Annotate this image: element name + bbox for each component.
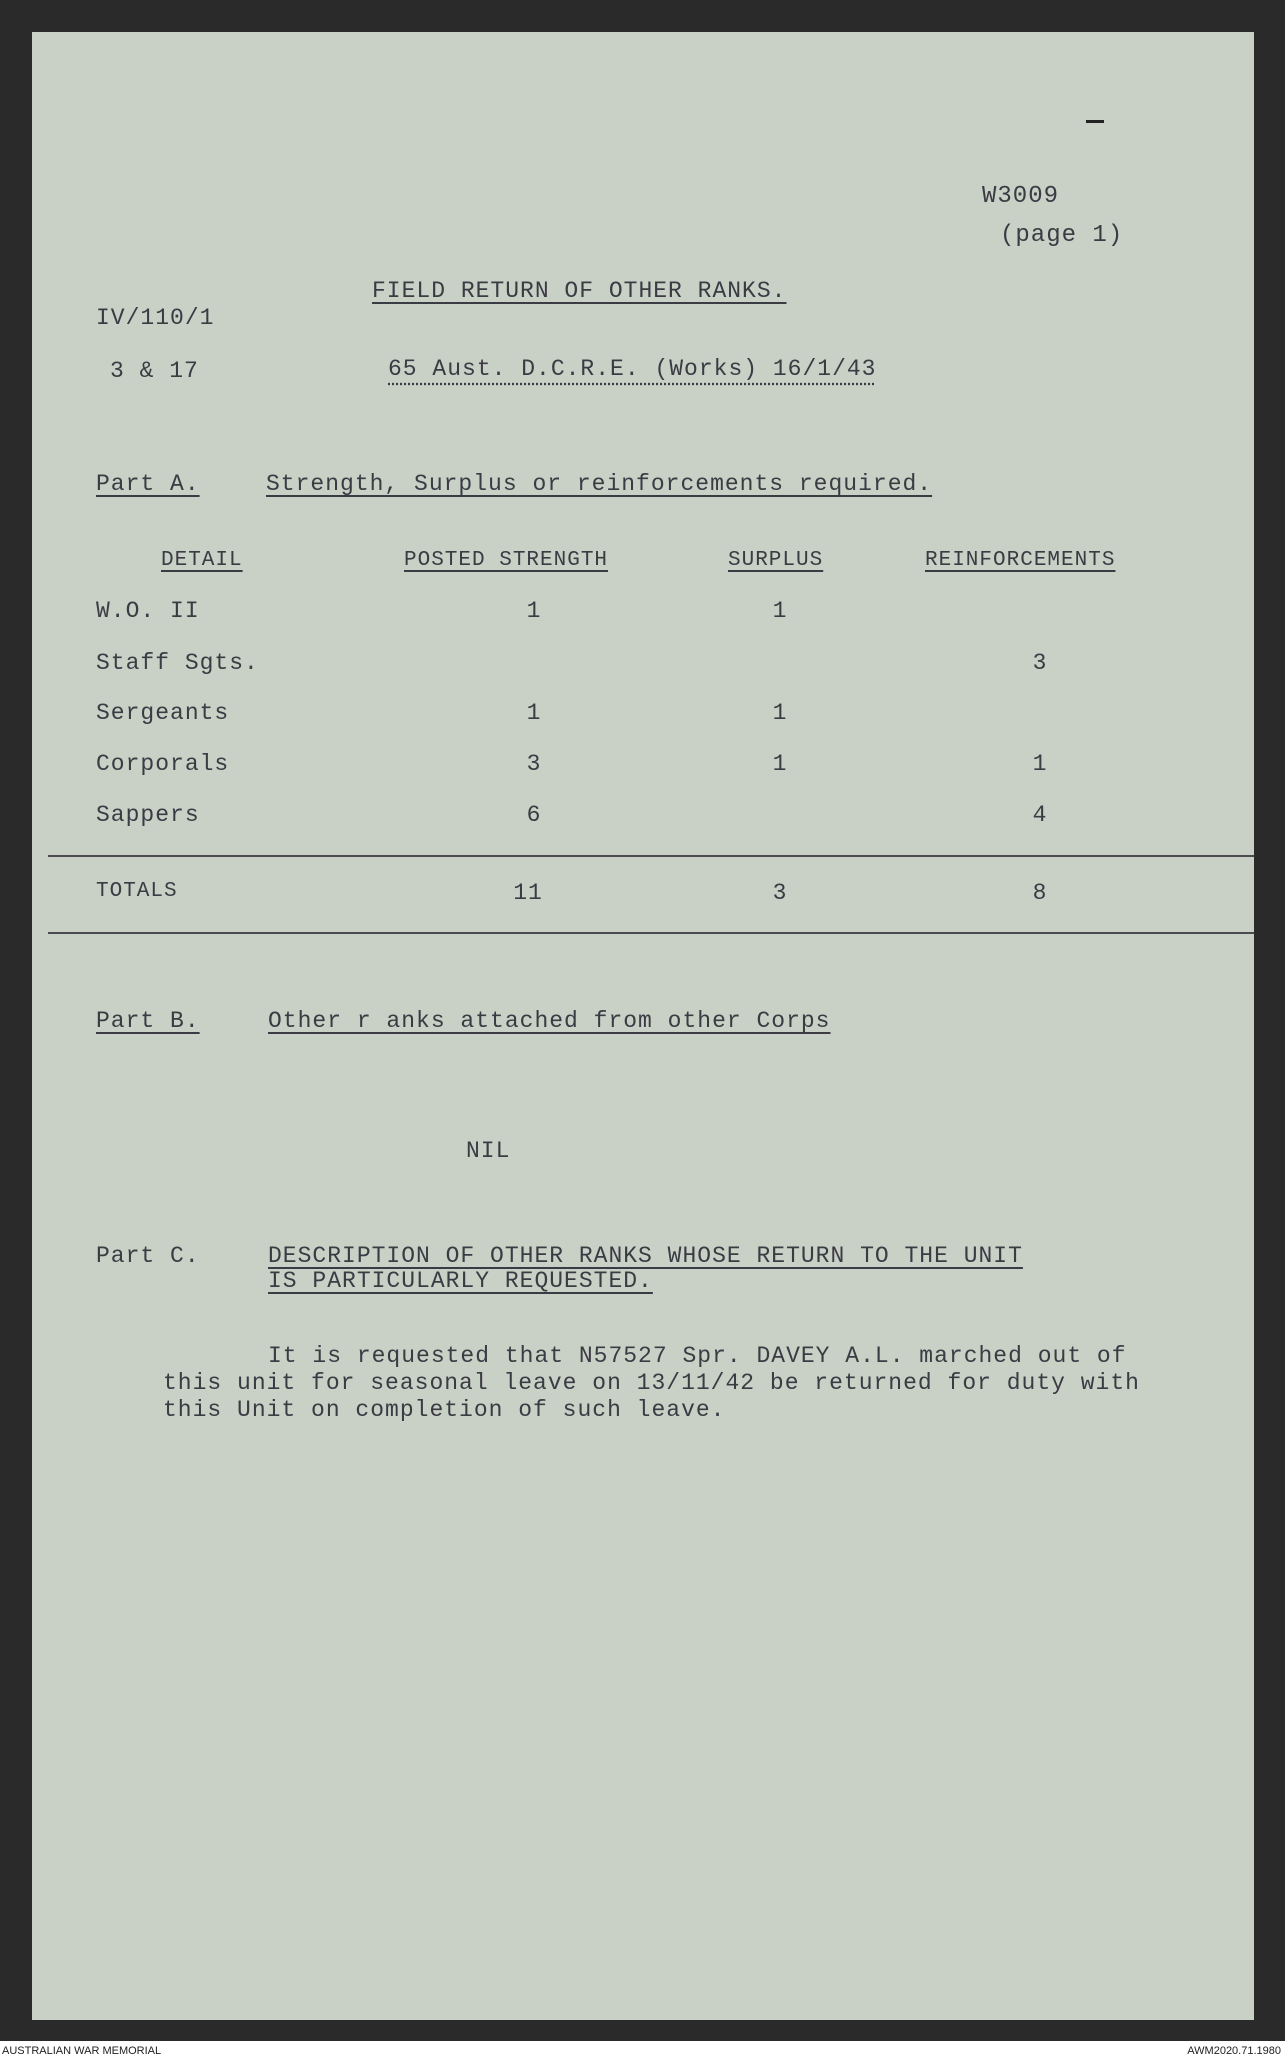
archive-name: AUSTRALIAN WAR MEMORIAL <box>2 2045 162 2057</box>
part-a-label: Part A. <box>96 471 200 497</box>
part-a-heading: Strength, Surplus or reinforcements required. <box>266 471 933 497</box>
column-header-detail: DETAIL <box>161 549 243 572</box>
part-c-body-line: this unit for seasonal leave on 13/11/42 be returned for duty with <box>163 1370 1140 1396</box>
row-posted-strength: 1 <box>526 598 542 624</box>
reference-number: W3009 <box>982 183 1060 210</box>
totals-posted-strength: 11 <box>513 880 543 906</box>
column-header-reinforcements: REINFORCEMENTS <box>925 549 1116 572</box>
page-number: (page 1) <box>1000 222 1124 249</box>
totals-surplus: 3 <box>772 880 788 906</box>
part-b-label: Part B. <box>96 1008 200 1034</box>
unit-line: 65 Aust. D.C.R.E. (Works) 16/1/43 <box>388 356 877 382</box>
row-posted-strength: 6 <box>526 802 542 828</box>
column-header-surplus: SURPLUS <box>728 549 824 572</box>
part-b-value: NIL <box>466 1138 511 1164</box>
row-detail: Sappers <box>96 802 200 828</box>
part-c-heading-continued: IS PARTICULARLY REQUESTED. <box>268 1268 653 1294</box>
margin-mark <box>1086 120 1104 123</box>
row-posted-strength: 3 <box>526 751 542 777</box>
totals-bottom-rule <box>48 932 1254 934</box>
row-surplus: 1 <box>772 751 788 777</box>
totals-label: TOTALS <box>96 880 178 903</box>
part-c-body-line: this Unit on completion of such leave. <box>163 1397 726 1423</box>
row-surplus: 1 <box>772 598 788 624</box>
row-reinforcements: 4 <box>1032 802 1048 828</box>
row-surplus: 1 <box>772 700 788 726</box>
part-c-label: Part C. <box>96 1243 200 1269</box>
column-header-posted-strength: POSTED STRENGTH <box>404 549 609 572</box>
document-title: FIELD RETURN OF OTHER RANKS. <box>372 278 787 304</box>
part-c-body-line: It is requested that N57527 Spr. DAVEY A.L. marched out of <box>268 1343 1127 1369</box>
archive-reference: AWM2020.71.1980 <box>1187 2045 1281 2057</box>
totals-top-rule <box>48 855 1254 857</box>
part-b-heading: Other r anks attached from other Corps <box>268 1008 831 1034</box>
row-detail: Sergeants <box>96 700 230 726</box>
row-posted-strength: 1 <box>526 700 542 726</box>
totals-reinforcements: 8 <box>1032 880 1048 906</box>
file-reference: IV/110/1 <box>96 305 215 331</box>
file-subreference: 3 & 17 <box>110 358 199 384</box>
row-reinforcements: 3 <box>1032 650 1048 676</box>
row-detail: W.O. II <box>96 598 200 624</box>
archive-footer <box>0 2041 1285 2061</box>
row-reinforcements: 1 <box>1032 751 1048 777</box>
part-c-heading: DESCRIPTION OF OTHER RANKS WHOSE RETURN TO THE UNIT <box>268 1243 1023 1269</box>
row-detail: Corporals <box>96 751 230 777</box>
row-detail: Staff Sgts. <box>96 650 259 676</box>
